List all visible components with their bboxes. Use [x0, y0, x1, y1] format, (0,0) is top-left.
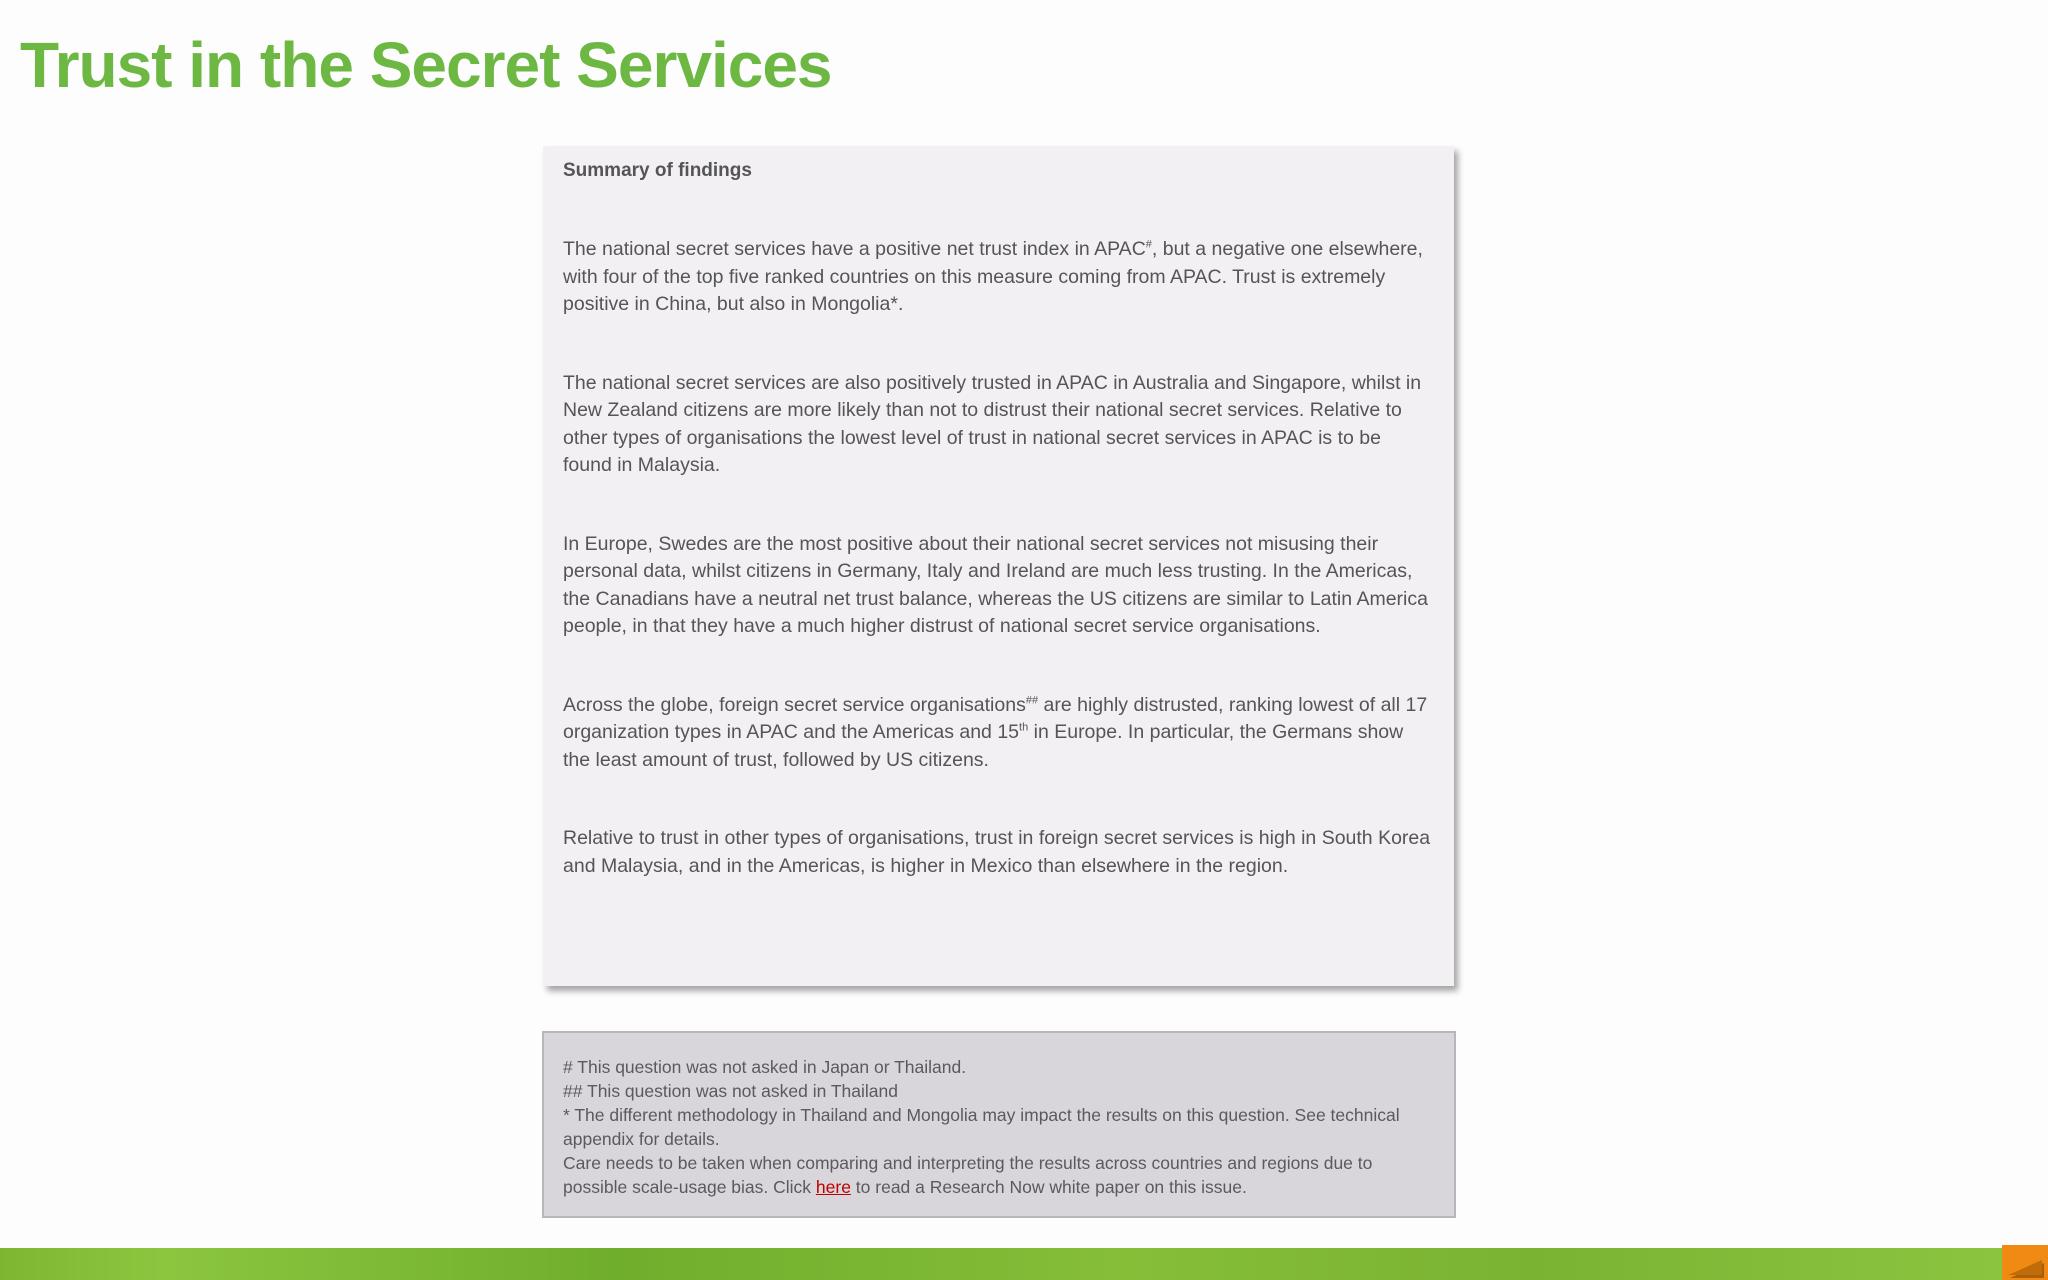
summary-paragraph-1: [563, 236, 1434, 319]
summary-paragraph-3: In Europe, Swedes are the most positive about their national secret services not misusing their personal data, whilst citizens in Germany, Italy and Ireland are much less trusting. In the Americas, the Canadians have a neutral net trust balance, whereas the US citizens are similar to Latin America people, in that they have a much higher distrust of national secret service organisations.: [563, 532, 1428, 637]
paragraph-text: Across the globe, foreign secret service organisations: [563, 693, 1026, 716]
back-button[interactable]: [2002, 1245, 2048, 1280]
summary-paragraph-4: [563, 692, 1434, 775]
footnote-marker: ##: [1025, 694, 1039, 706]
ordinal-suffix: th: [1019, 721, 1029, 734]
footnote-2: ## This question was not asked in Thailand: [563, 1081, 898, 1101]
triangle-left-icon: [2002, 1245, 2048, 1280]
footnote-4: [563, 1151, 1436, 1199]
summary-paragraph-2: The national secret services are also positively trusted in APAC in Australia and Singapore, whilst in New Zealand citizens are more likely than not to distrust their national secret services. Relative to other types of organisations the lowest level of trust in national secret services in APAC is to be found in Malaysia.: [563, 371, 1422, 476]
summary-paragraph-5: Relative to trust in other types of organisations, trust in foreign secret services is high in South Korea and Malaysia, and in the Americas, is higher in Mexico than elsewhere in the region.: [563, 827, 1431, 877]
page-title: Trust in the Secret Services: [20, 29, 832, 101]
summary-box: [543, 146, 1454, 986]
paragraph-text: , but a negative one elsewhere, with four of the top five ranked countries on this measure coming from APAC. Trust is extremely positive in China, but also in Mongolia*.: [563, 238, 1423, 315]
footnote-text: Care needs to be taken when comparing and interpreting the results across countries and regions due to possible scale-usage bias. Click: [563, 1153, 1373, 1197]
footnote-1: # This question was not asked in Japan or Thailand.: [563, 1057, 967, 1077]
white-paper-link[interactable]: here: [815, 1177, 851, 1197]
footer-bar: [0, 1248, 2048, 1280]
summary-heading: Summary of findings: [563, 160, 752, 181]
paragraph-text: in Europe. In particular, the Germans show the least amount of trust, followed by US citizens.: [563, 721, 1404, 771]
footnote-3: * The different methodology in Thailand and Mongolia may impact the results on this question. See technical appendix for details.: [563, 1105, 1400, 1149]
paragraph-text: are highly distrusted, ranking lowest of all 17 organization types in APAC and the Americas and 15: [563, 693, 1428, 743]
footnote-text: to read a Research Now white paper on this issue.: [850, 1177, 1247, 1197]
paragraph-text: The national secret services have a positive net trust index in APAC: [563, 238, 1146, 260]
footnote-marker: #: [1145, 238, 1152, 251]
footnotes-box: [542, 1031, 1456, 1218]
